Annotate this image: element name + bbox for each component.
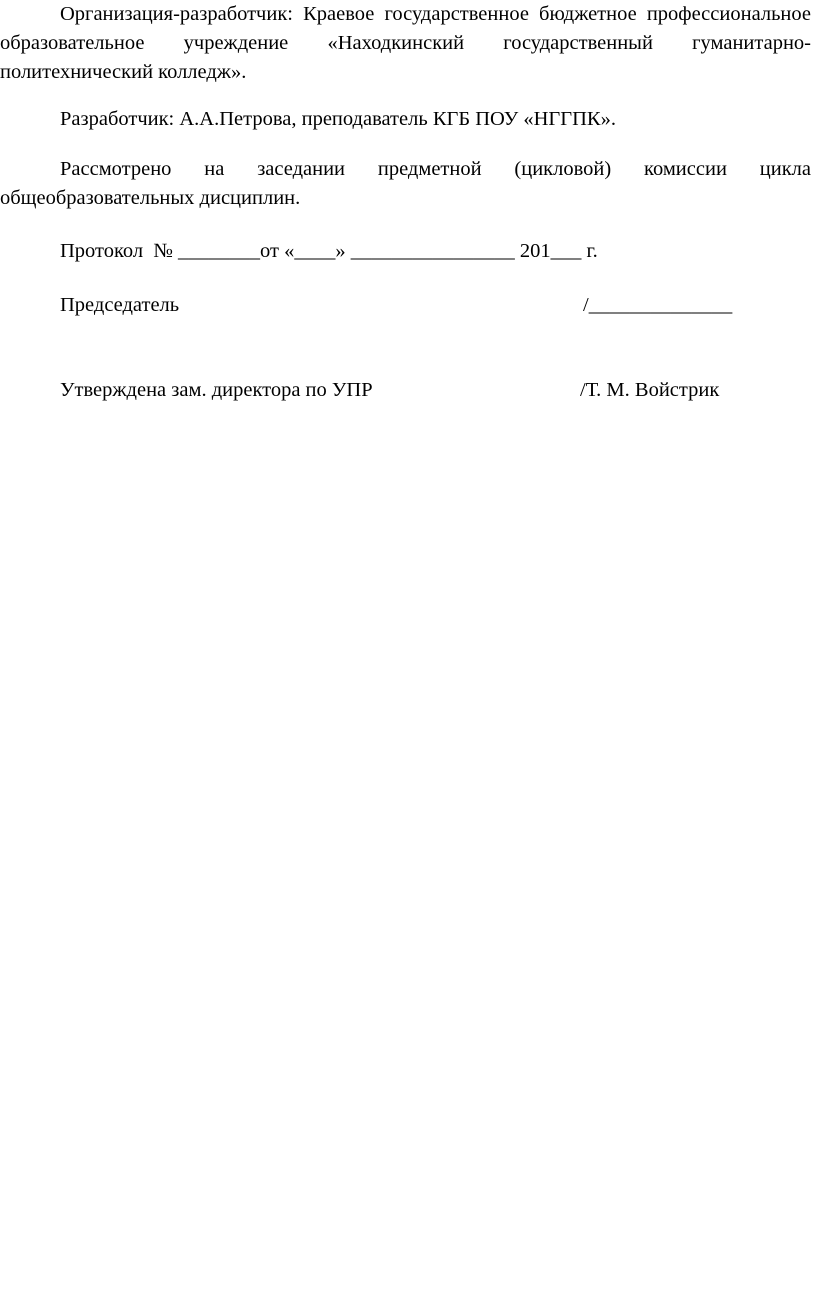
chairman-label: Председатель	[60, 294, 180, 316]
organization-paragraph: Организация-разработчик: Краевое государственное бюджетное профессиональное образовательное учреждение «Находкинский государственный гуманитарно-политехнический колледж».	[0, 3, 811, 83]
developer-paragraph: Разработчик: А.А.Петрова, преподаватель КГБ ПОУ «НГГПК».	[60, 108, 616, 130]
chairman-signature-line: /______________	[583, 294, 733, 316]
approved-signature: /Т. М. Войстрик	[580, 379, 720, 401]
reviewed-paragraph	[0, 155, 811, 213]
reviewed-line-1: Рассмотрено на заседании предметной (цикловой) комиссии цикла	[60, 158, 811, 180]
approved-label: Утверждена зам. директора по УПР	[60, 379, 373, 401]
reviewed-line-2: общеобразовательных дисциплин.	[0, 187, 301, 209]
protocol-line: Протокол № ________от «____» ________________ 201___ г.	[60, 240, 598, 262]
